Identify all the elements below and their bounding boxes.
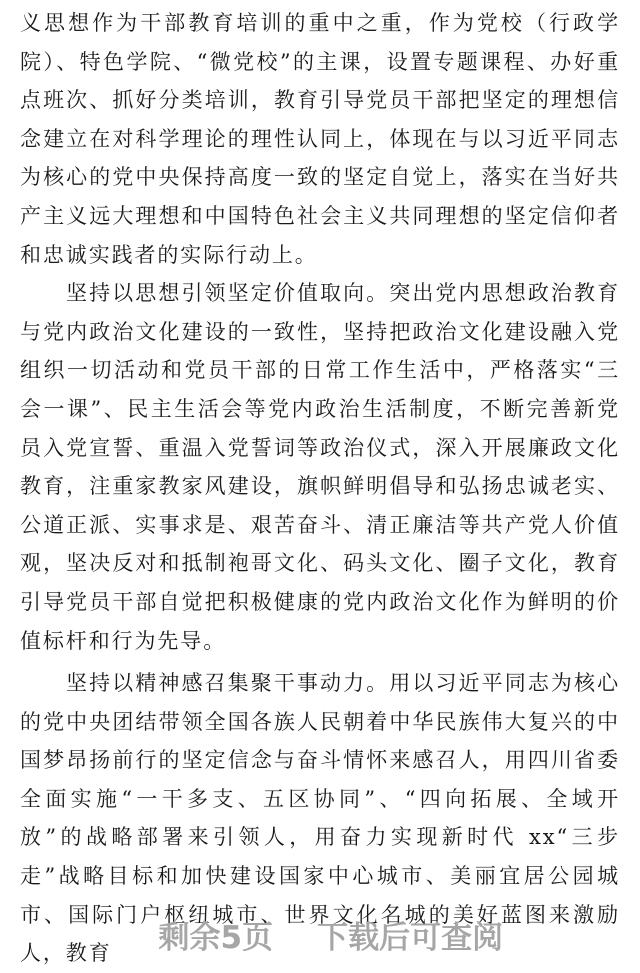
remaining-pages-label: 剩余5页 <box>158 920 274 956</box>
document-page <box>20 4 620 973</box>
download-hint-label: 下载后可查阅 <box>317 920 504 956</box>
paragraph-1: 义思想作为干部教育培训的重中之重，作为党校（行政学院）、特色学院、“微党校”的主课，设置专题课程、办好重点班次、抓好分类培训，教育引导党员干部把坚定的理想信念建立在对科学理论的理性认同上，体现在与以习近平同志为核心的党中央保持高度一致的坚定自觉上，落实在当好共产主义远大理想和中国特色社会主义共同理想的坚定信仰者和忠诚实践者的实际行动上。 <box>20 11 620 267</box>
paragraph-2: 坚持以思想引领坚定价值取向。突出党内思想政治教育与党内政治文化建设的一致性，坚持把政治文化建设融入党组织一切活动和党员干部的日常工作生活中，严格落实“三会一课”、民主生活会等党内政治生活制度，不断完善新党员入党宣誓、重温入党誓词等政治仪式，深入开展廉政文化教育，注重家教家风建设，旗帜鲜明倡导和弘扬忠诚老实、公道正派、实事求是、艰苦奋斗、清正廉洁等共产党人价值观，坚决反对和抵制袍哥文化、码头文化、圈子文化，教育引导党员干部自觉把积极健康的党内政治文化作为鲜明的价值标杆和行为先导。 <box>20 281 620 653</box>
remaining-pages-banner[interactable] <box>0 876 640 957</box>
paragraph-3: 坚持以精神感召集聚干事动力。用以习近平同志为核心的党中央团结带领全国各族人民朝着中华民族伟大复兴的中国梦昂扬前行的坚定信念与奋斗情怀来感召人，用四川省委全面实施“一干多支、五区协同”、“四向拓展、全域开放”的战略部署来引领人，用奋力实现新时代 xx“三步走”战略目标和加快建设国家中心城市、美丽宜居公园城市、国际门户枢纽城市、世界文化名城的美好蓝图来激励人，教育 <box>20 671 620 966</box>
